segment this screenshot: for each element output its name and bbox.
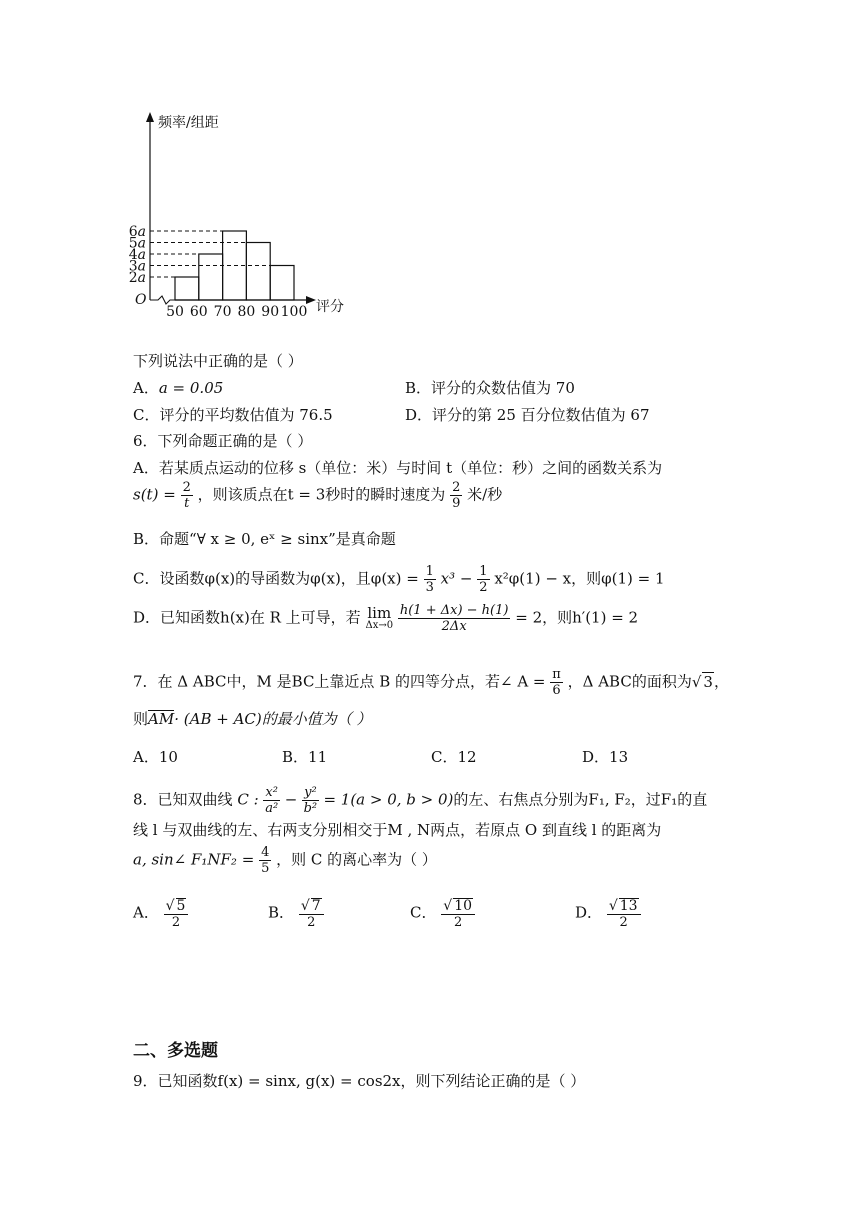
q8-line3-post: ，则 C 的离心率为（ ）: [276, 850, 437, 869]
y-tick-label: 4a: [128, 247, 146, 263]
x-axis-break: [150, 296, 175, 304]
x-tick-label: 50: [166, 304, 184, 320]
q7-line2: [133, 708, 372, 729]
q8-line3-pre: a, sin∠ F₁NF₂ =: [133, 850, 255, 869]
q6-a-frac: [181, 481, 193, 510]
q8-option-c: [410, 898, 475, 929]
y-tick-label: 5a: [128, 235, 146, 252]
q8-option-d-label: D．: [575, 903, 603, 922]
q8-frac-y-num: y²: [304, 785, 317, 800]
q7-line1-post: ，: [713, 672, 729, 691]
q8-option-a-label: A．: [133, 903, 159, 922]
y-tick-label: 2a: [128, 270, 146, 286]
q6-c-frac1-den: 3: [425, 580, 434, 595]
y-axis-arrow-icon: [146, 112, 154, 122]
q8-option-c-label: C．: [410, 903, 437, 922]
q6-option-d: [133, 604, 638, 633]
q6-d-limit: [365, 606, 393, 631]
q9-stem: 9．已知函数f(x) = sinx, g(x) = cos2x，则下列结论正确的是（ ）: [133, 1072, 586, 1090]
q8-option-d-num: √ 13: [607, 898, 641, 915]
x-tick-label: 70: [213, 304, 232, 320]
histogram-y-ticks: [129, 224, 146, 286]
q6-option-a-line1: A．若某质点运动的位移 s（单位：米）与时间 t（单位：秒）之间的函数关系为: [133, 459, 663, 477]
q5-option-a: [133, 377, 223, 398]
q8-option-c-rad: 10: [454, 898, 473, 914]
q8-option-d-rad: 13: [619, 898, 638, 914]
q8-option-b-den: 2: [307, 915, 316, 930]
origin-label: O: [135, 292, 147, 308]
q8-frac-x: [263, 786, 280, 815]
x-tick-label: 80: [237, 304, 256, 320]
q8-option-b: [268, 898, 324, 929]
q8-option-a-num: √ 5: [164, 898, 189, 915]
q8-option-d-den: 2: [619, 915, 628, 930]
x-tick-label: 60: [189, 304, 208, 320]
y-tick-label: 3a: [128, 258, 146, 275]
q6-c-pre: C．设函数φ(x)的导函数为φ(x)，且φ(x) =: [133, 569, 419, 588]
x-axis-label: 评分: [316, 299, 344, 315]
q6-a-frac-den: t: [184, 496, 190, 511]
frequency-histogram: [120, 100, 370, 325]
q8-eq-post: = 1(a > 0, b > 0): [323, 790, 454, 809]
q8-line3: [133, 846, 437, 875]
q8-option-c-den: 2: [454, 915, 463, 930]
histogram-bar-60-70: [199, 254, 223, 300]
q7-sqrt: √ 3: [691, 672, 713, 691]
q7-line2-pre: 则: [133, 710, 149, 728]
q6-d-lim: lim: [367, 604, 392, 622]
q7-sqrt-val: 3: [703, 672, 713, 691]
q8-option-b-rad: 7: [311, 898, 321, 914]
q8-option-a: [133, 898, 188, 929]
q8-option-b-num: √ 7: [299, 898, 324, 915]
histogram-axes: [146, 112, 316, 304]
q5-option-c: C．评分的平均数估值为 76.5: [133, 406, 333, 424]
q8-sin-num: 4: [261, 845, 270, 860]
q8-option-d: [575, 898, 641, 929]
q8-option-b-label: B．: [268, 903, 295, 922]
q8-sin-den: 5: [261, 861, 270, 876]
y-tick-label: 6a: [128, 224, 146, 240]
histogram-bar-50-60: [175, 277, 199, 300]
q7-option-d: D．13: [582, 748, 629, 766]
histogram-bar-80-90: [246, 243, 270, 301]
q8-line2: 线 l 与双曲线的左、右两支分别相交于M , N两点，若原点 O 到直线 l 的距离为: [133, 821, 662, 839]
q8-frac-y: [302, 786, 319, 815]
q5-option-a-label: A．: [133, 379, 159, 397]
q5-option-b: B．评分的众数估值为 70: [405, 379, 575, 397]
q6-option-a-line2: [133, 481, 502, 510]
q8-option-b-frac: [299, 898, 324, 929]
q6-a-expr: s(t) =: [133, 485, 176, 504]
q6-d-lim-sub: Δx→0: [365, 620, 394, 631]
q8-option-a-den: 2: [171, 915, 181, 930]
q8-option-d-frac: [607, 898, 641, 929]
q8-sin-frac: [259, 846, 271, 875]
histogram-bar-90-100: [270, 266, 294, 301]
q5-stem: 下列说法中正确的是（ ）: [133, 352, 303, 370]
q7-vector-am: AM: [148, 710, 175, 728]
x-axis-arrow-icon: [306, 296, 316, 304]
q6-option-c: [133, 565, 665, 594]
q7-line1-mid: ，Δ ABC的面积为: [567, 672, 692, 691]
q6-c-frac1: [424, 565, 436, 594]
q6-a-frac2-num: 2: [452, 480, 461, 495]
q8-option-c-num: √ 10: [441, 898, 475, 915]
q6-a-frac2-den: 9: [452, 496, 461, 511]
q6-c-mid: x³ −: [440, 569, 473, 588]
q8-eq-pre: C :: [237, 790, 259, 809]
q8-option-a-rad: 5: [176, 898, 186, 914]
q6-c-frac2-den: 2: [479, 580, 488, 595]
q6-c-frac1-num: 1: [425, 564, 434, 579]
q6-d-frac-num: h(1 + Δx) − h(1): [399, 603, 509, 618]
q6-d-post: = 2，则h′(1) = 2: [515, 608, 639, 627]
q6-c-post: x²φ(1) − x，则φ(1) = 1: [494, 569, 665, 588]
q6-a-post: 米/秒: [467, 485, 503, 504]
q8-option-c-frac: [441, 898, 475, 929]
q7-line1-pre: 7．在 Δ ABC中，M 是BC上靠近点 B 的四等分点，若∠ A =: [133, 672, 546, 691]
q6-d-pre: D．已知函数h(x)在 R 上可导，若: [133, 608, 361, 627]
q6-d-frac: [398, 604, 511, 633]
section-heading-multi-choice: 二、多选题: [133, 1041, 218, 1061]
q7-pi-frac: [550, 668, 563, 697]
q7-pi-num: π: [552, 667, 561, 682]
q7-pi-den: 6: [552, 683, 561, 698]
q6-a-frac-num: 2: [182, 480, 191, 495]
q5-option-a-eq: a = 0.05: [158, 379, 224, 397]
q8-minus: −: [284, 790, 298, 809]
q7-option-b: B．11: [282, 748, 328, 766]
x-tick-label: 100: [280, 304, 308, 320]
q8-line1-post: 的左、右焦点分别为F₁, F₂，过F₁的直: [453, 790, 708, 809]
q6-d-frac-den: 2Δx: [441, 619, 467, 634]
q7-line1: [133, 668, 729, 697]
q8-line1-pre: 8．已知双曲线: [133, 790, 233, 809]
q6-option-b: B．命题“∀ x ≥ 0, eˣ ≥ sinx”是真命题: [133, 530, 396, 548]
q8-option-a-frac: [164, 898, 189, 929]
q6-c-frac2: [477, 565, 489, 594]
q6-a-frac2: [450, 481, 462, 510]
q8-line1: [133, 786, 707, 815]
q7-option-a: A．10: [133, 748, 178, 766]
q5-option-d: D．评分的第 25 百分位数估值为 67: [405, 406, 650, 424]
histogram-x-ticks: [166, 304, 307, 320]
q7-option-c: C．12: [431, 748, 477, 766]
q6-stem: 6．下列命题正确的是（ ）: [133, 432, 313, 450]
q6-c-frac2-num: 1: [479, 564, 488, 579]
q6-a-mid: ，则该质点在t = 3秒时的瞬时速度为: [197, 485, 446, 504]
x-tick-label: 90: [261, 304, 280, 320]
q8-frac-x-den: a²: [265, 801, 279, 816]
q7-line2-post: · (AB + AC)的最小值为（ ）: [174, 710, 372, 728]
q8-frac-x-num: x²: [265, 785, 278, 800]
q8-frac-y-den: b²: [303, 801, 318, 816]
y-axis-label: 频率/组距: [158, 115, 219, 131]
